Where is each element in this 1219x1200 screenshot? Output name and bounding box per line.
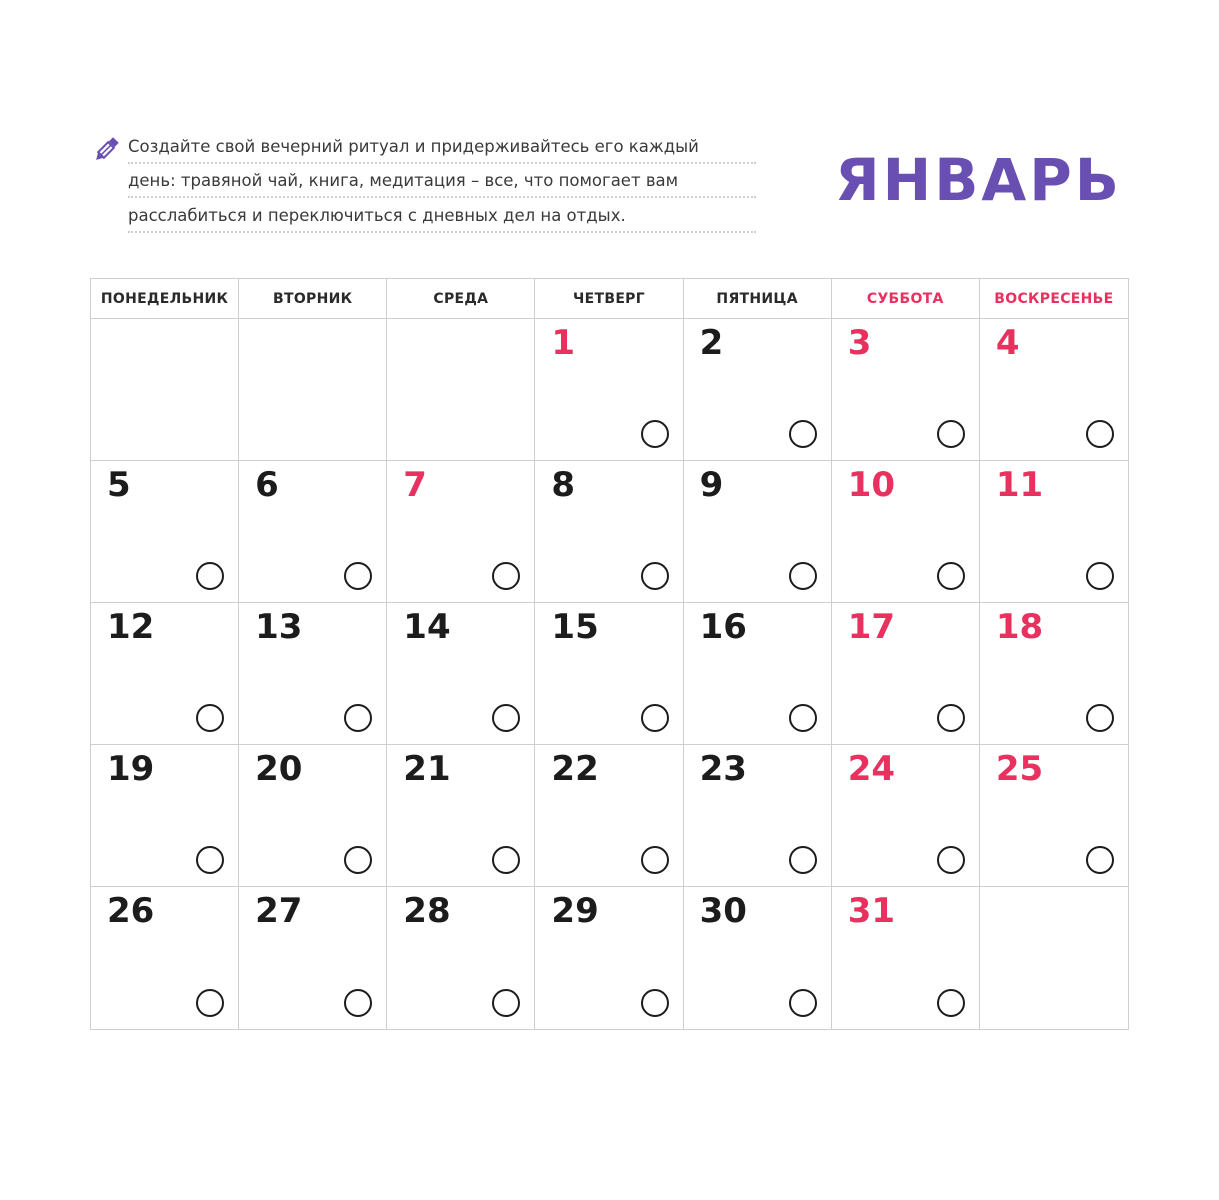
habit-check-circle[interactable] <box>1086 704 1114 732</box>
day-cell <box>684 887 832 1029</box>
day-number: 31 <box>847 891 896 931</box>
habit-check-circle[interactable] <box>937 704 965 732</box>
habit-check-circle[interactable] <box>789 420 817 448</box>
day-cell <box>832 603 980 745</box>
day-cell <box>239 461 387 603</box>
day-number: 21 <box>403 749 451 789</box>
habit-check-circle[interactable] <box>1086 846 1114 874</box>
habit-check-circle[interactable] <box>641 562 669 590</box>
day-cell <box>387 745 535 887</box>
day-cell <box>980 461 1128 603</box>
habit-check-circle[interactable] <box>492 989 520 1017</box>
empty-day-cell <box>387 319 535 461</box>
habit-check-circle[interactable] <box>937 562 965 590</box>
day-number: 17 <box>847 607 896 647</box>
weekday-header: ЧЕТВЕРГ <box>535 279 683 319</box>
habit-check-circle[interactable] <box>196 846 224 874</box>
empty-day-cell <box>239 319 387 461</box>
day-cell <box>832 319 980 461</box>
day-number: 28 <box>403 891 451 931</box>
day-number: 15 <box>551 607 599 647</box>
habit-check-circle[interactable] <box>789 562 817 590</box>
weekday-header: СРЕДА <box>387 279 535 319</box>
day-number: 3 <box>847 323 872 363</box>
weekday-header: ВТОРНИК <box>239 279 387 319</box>
calendar-grid <box>90 278 1129 1030</box>
habit-check-circle[interactable] <box>196 989 224 1017</box>
empty-day-cell <box>980 887 1128 1029</box>
day-cell <box>91 745 239 887</box>
day-number: 25 <box>995 749 1044 789</box>
habit-check-circle[interactable] <box>1086 562 1114 590</box>
day-cell <box>535 461 683 603</box>
pencil-icon <box>90 134 122 166</box>
habit-check-circle[interactable] <box>344 846 372 874</box>
day-cell <box>980 603 1128 745</box>
day-cell <box>387 461 535 603</box>
day-cell <box>239 745 387 887</box>
day-cell <box>832 887 980 1029</box>
day-number: 10 <box>847 465 896 505</box>
day-cell <box>387 603 535 745</box>
day-cell <box>535 603 683 745</box>
day-cell <box>387 887 535 1029</box>
day-number: 22 <box>551 749 599 789</box>
habit-check-circle[interactable] <box>641 989 669 1017</box>
day-number: 8 <box>551 465 576 505</box>
day-number: 24 <box>847 749 896 789</box>
day-cell <box>684 603 832 745</box>
day-number: 2 <box>699 323 724 363</box>
habit-check-circle[interactable] <box>344 989 372 1017</box>
day-number: 5 <box>107 465 131 505</box>
note-line-3: расслабиться и переключиться с дневных дел на отдых. <box>128 199 756 233</box>
day-number: 12 <box>107 607 155 647</box>
habit-check-circle[interactable] <box>196 704 224 732</box>
day-number: 14 <box>403 607 451 647</box>
day-cell <box>535 887 683 1029</box>
day-cell <box>239 603 387 745</box>
month-title: ЯНВАРЬ <box>835 146 1123 214</box>
habit-check-circle[interactable] <box>1086 420 1114 448</box>
note-line-2: день: травяной чай, книга, медитация – все, что помогает вам <box>128 164 756 198</box>
day-cell <box>980 319 1128 461</box>
habit-check-circle[interactable] <box>789 704 817 732</box>
day-number: 6 <box>255 465 279 505</box>
day-number: 11 <box>995 465 1044 505</box>
day-cell <box>91 603 239 745</box>
day-number: 20 <box>255 749 303 789</box>
day-number: 29 <box>551 891 599 931</box>
day-cell <box>684 745 832 887</box>
habit-check-circle[interactable] <box>344 704 372 732</box>
day-cell <box>91 887 239 1029</box>
habit-check-circle[interactable] <box>641 704 669 732</box>
day-number: 4 <box>995 323 1020 363</box>
habit-check-circle[interactable] <box>492 846 520 874</box>
habit-check-circle[interactable] <box>937 989 965 1017</box>
weekday-header: ВОСКРЕСЕНЬЕ <box>980 279 1128 319</box>
habit-check-circle[interactable] <box>641 846 669 874</box>
day-number: 23 <box>699 749 747 789</box>
day-number: 27 <box>255 891 303 931</box>
day-cell <box>535 319 683 461</box>
habit-check-circle[interactable] <box>641 420 669 448</box>
day-number: 16 <box>699 607 747 647</box>
habit-check-circle[interactable] <box>344 562 372 590</box>
empty-day-cell <box>91 319 239 461</box>
day-cell <box>684 461 832 603</box>
day-cell <box>684 319 832 461</box>
habit-check-circle[interactable] <box>196 562 224 590</box>
habit-check-circle[interactable] <box>937 420 965 448</box>
weekday-header: СУББОТА <box>832 279 980 319</box>
day-cell <box>535 745 683 887</box>
day-number: 18 <box>995 607 1044 647</box>
day-number: 19 <box>107 749 155 789</box>
habit-check-circle[interactable] <box>492 562 520 590</box>
day-cell <box>980 745 1128 887</box>
day-number: 30 <box>699 891 747 931</box>
day-number: 7 <box>403 465 427 505</box>
day-number: 13 <box>255 607 303 647</box>
weekday-header: ПОНЕДЕЛЬНИК <box>91 279 239 319</box>
habit-check-circle[interactable] <box>789 989 817 1017</box>
day-number: 1 <box>551 323 576 363</box>
day-number: 26 <box>107 891 155 931</box>
day-cell <box>832 745 980 887</box>
day-number: 9 <box>699 465 724 505</box>
habit-check-circle[interactable] <box>937 846 965 874</box>
note-line-1: Создайте свой вечерний ритуал и придерживайтесь его каждый <box>128 130 756 164</box>
day-cell <box>91 461 239 603</box>
habit-check-circle[interactable] <box>492 704 520 732</box>
day-cell <box>239 887 387 1029</box>
day-cell <box>832 461 980 603</box>
weekday-header: ПЯТНИЦА <box>684 279 832 319</box>
habit-check-circle[interactable] <box>789 846 817 874</box>
